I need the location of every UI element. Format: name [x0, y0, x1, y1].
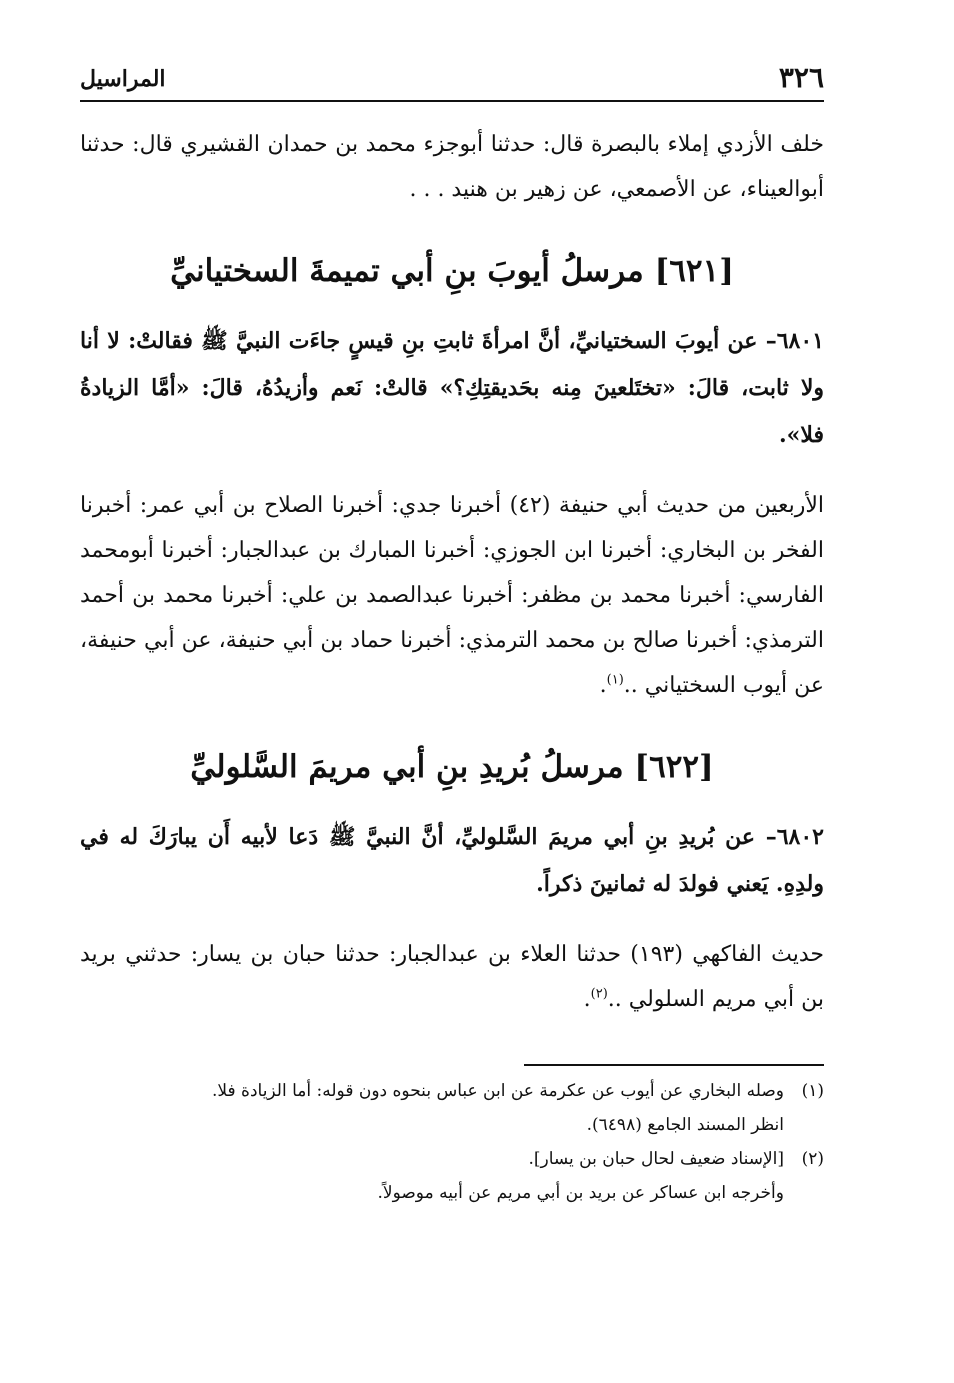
page-header [80, 60, 824, 102]
hadith-6802: ٦٨٠٢– عن بُريدِ بنِ أبي مريمَ السَّلوليِّ، أنَّ النبيَّ ﷺ دَعا لأبيه أَن يبارَكَ له في ولدِهِ. يَعني فولدَ له ثمانينَ ذكراً. [80, 824, 824, 897]
footnote-ref: (١) [606, 672, 624, 688]
section-heading-621: [٦٢١] مرسلُ أيوبَ بنِ أبي تميمةَ السختيانيِّ [170, 253, 734, 289]
source-text: حديث الفاكهي (١٩٣) حدثنا العلاء بن عبدالجبار: حدثنا حبان بن يسار: حدثني بريد بن أبي مريم السلولي .. [80, 942, 824, 1012]
footnote-ref: (٢) [590, 986, 608, 1002]
source-text: الأربعين من حديث أبي حنيفة (٤٢) أخبرنا جدي: أخبرنا الصلاح بن أبي عمر: أخبرنا الفخر بن البخاري: أخبرنا ابن الجوزي: أخبرنا المبارك بن عبدالجبار: أخبرنا أبومحمد الفارسي: أخبرنا محمد بن مظفر: أخبرنا عبدالصمد بن علي: أخبرنا محمد بن أحمد الترمذي: أخبرنا صالح بن محمد الترمذي: أخبرنا حماد بن أبي حنيفة، عن أبي حنيفة، عن أيوب السختياني .. [80, 493, 824, 698]
running-title: المراسيل [80, 66, 166, 92]
footnote-line [80, 1074, 824, 1108]
section-heading-622: [٦٢٢] مرسلُ بُريدِ بنِ أبي مريمَ السَّلوليِّ [190, 749, 714, 785]
page-number: ٣٢٦ [778, 61, 824, 94]
footnote-2 [80, 1142, 824, 1210]
footnote-line: انظر المسند الجامع (٦٤٩٨). [586, 1115, 784, 1135]
footnote-marker: (٢) [801, 1149, 824, 1169]
footnote-text: [الإسناد ضعيف لحال حبان بن يسار]. [528, 1149, 784, 1169]
footnote-marker: (١) [801, 1081, 824, 1101]
footnote-line [80, 1142, 824, 1176]
footnote-divider [524, 1064, 824, 1066]
footnote-text: وصله البخاري عن أيوب عن عكرمة عن ابن عباس بنحوه دون قوله: أما الزيادة فلا. [211, 1081, 784, 1101]
footnote-1 [80, 1074, 824, 1142]
source-paragraph-621: الأربعين من حديث أبي حنيفة (٤٢) أخبرنا جدي: أخبرنا الصلاح بن أبي عمر: أخبرنا الفخر بن البخاري: أخبرنا ابن الجوزي: أخبرنا المبارك بن عبدالجبار: أخبرنا أبومحمد الفارسي: أخبرنا محمد بن مظفر: أخبرنا عبدالصمد بن علي: أخبرنا محمد بن أحمد الترمذي: أخبرنا صالح بن محمد الترمذي: أخبرنا حماد بن أبي حنيفة، عن أبي حنيفة، عن أيوب السختياني ..$^{(١)}$. [80, 493, 824, 698]
footnote-line: وأخرجه ابن عساكر عن بريد بن أبي مريم عن أبيه موصولاً. [377, 1183, 784, 1203]
hadith-6801: ٦٨٠١– عن أيوبَ السختيانيِّ، أنَّ امرأةَ ثابتِ بنِ قيسٍ جاءَت النبيَّ ﷺ فقالتْ: لا أنا ولا ثابت، قالَ: «تختَلعينَ مِنه بحَديقتِكِ؟» قالتْ: نَعم وأزيدُهُ، قالَ: «أمَّا الزيادةُ فلا». [80, 328, 824, 448]
source-paragraph-622: حديث الفاكهي (١٩٣) حدثنا العلاء بن عبدالجبار: حدثنا حبان بن يسار: حدثني بريد بن أبي مريم السلولي ..$^{(٢)}$. [80, 942, 824, 1012]
book-page [80, 60, 824, 1210]
intro-paragraph: خلف الأزدي إملاء بالبصرة قال: حدثنا أبوجزء محمد بن حمدان القشيري قال: حدثنا أبوالعيناء، عن الأصمعي، عن زهير بن هنيد . . . [80, 132, 824, 202]
